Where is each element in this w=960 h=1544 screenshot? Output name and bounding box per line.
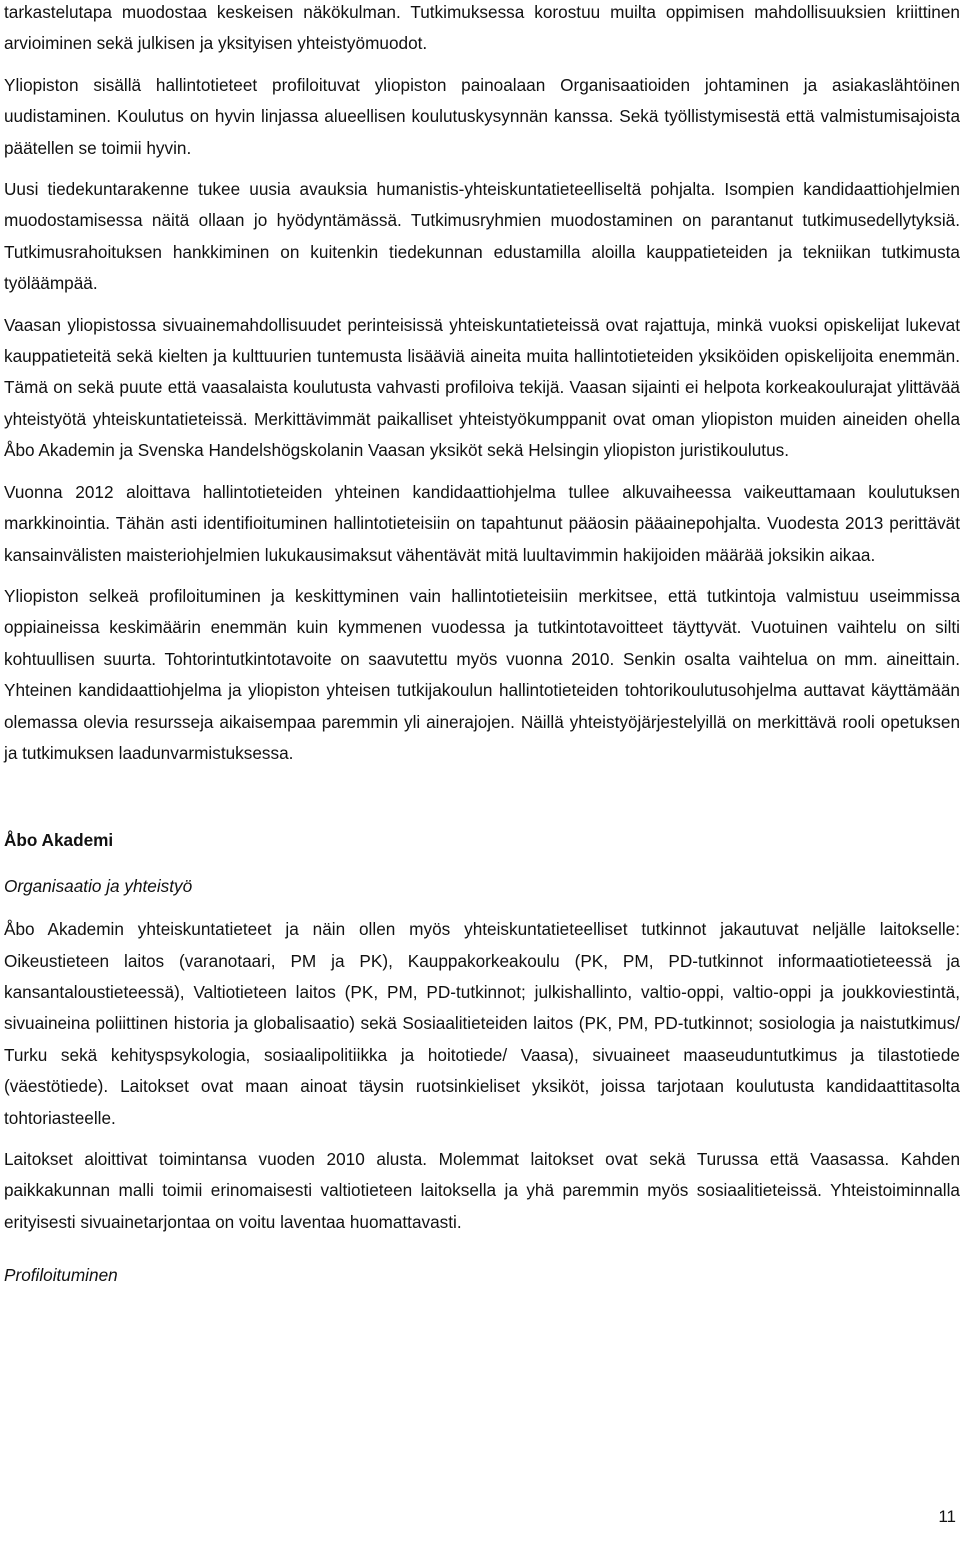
page-number: 11 — [938, 1507, 956, 1526]
paragraph: Uusi tiedekuntarakenne tukee uusia avauksia humanistis-yhteiskuntatieteelliseltä pohjalta. Isompien kandidaattiohjelmien muodostamisessa näitä ollaan jo hyödyntämässä. Tutkimusryhmien muodostaminen on parantanut tutkimusedellytyksiä. Tutkimusrahoituksen hankkiminen on kuitenkin tiedekunnan edustamilla aloilla kauppatieteiden ja tekniikan tutkimusta työläämpää. — [4, 179, 960, 294]
section-heading: Åbo Akademi — [4, 830, 114, 851]
subheading-organisation: Organisaatio ja yhteistyö — [4, 875, 193, 896]
paragraph: tarkastelutapa muodostaa keskeisen näkökulman. Tutkimuksessa korostuu muilta oppimisen mahdollisuuksien kriittinen arvioiminen sekä julkisen ja yksityisen yhteistyömuodot. — [4, 2, 960, 54]
paragraph: Yliopiston sisällä hallintotieteet profiloituvat yliopiston painoalaan Organisaatioiden johtaminen ja asiakaslähtöinen uudistaminen. Koulutus on hyvin linjassa alueellisen koulutuskysynnän kanssa. Sekä työllistymisestä että valmistumisajoista päätellen se toimii hyvin. — [4, 74, 960, 158]
subheading-profiling: Profiloituminen — [4, 1265, 118, 1286]
paragraph: Laitokset aloittivat toimintansa vuoden 2010 alusta. Molemmat laitokset ovat sekä Turussa että Vaasassa. Kahden paikkakunnan malli toimii erinomaisesti valtiotieteen laitoksella ja yhä paremmin myös sosiaalitieteissä. Yhteistoiminnalla erityisesti sivuainetarjontaa on voitu laventaa huomattavasti. — [4, 1149, 960, 1232]
paragraph: Vaasan yliopistossa sivuainemahdollisuudet perinteisissä yhteiskuntatieteissä ovat rajattuja, minkä vuoksi opiskelijat lukevat kauppatieteitä sekä kielten ja kulttuurien tuntemusta lisääviä aineita muita hallintotieteiden yksiköiden opiskelijoita enemmän. Tämä on sekä puute että vaasalaista koulutusta vahvasti profiloiva tekijä. Vaasan sijainti ei helpota korkeakoulurajat ylittävää yhteistyötä yhteiskuntatieteissä. Merkittävimmät paikalliset yhteistyökumppanit ovat oman yliopiston muiden aineiden ohella Åbo Akademin ja Svenska Handelshögskolanin Vaasan yksiköt sekä Helsingin yliopiston juristikoulutus. — [4, 314, 960, 461]
document-body — [4, 0, 960, 1304]
paragraph: Vuonna 2012 aloittava hallintotieteiden yhteinen kandidaattiohjelma tullee alkuvaiheessa vaikeuttamaan koulutuksen markkinointia. Tähän asti identifioituminen hallintotieteisiin on tapahtunut pääosin pääainepohjalta. Vuodesta 2013 perittävät kansainvälisten maisteriohjelmien lukukausimaksut vähentävät mitä luultavimmin hakijoiden määrää joksikin aikaa. — [4, 481, 960, 565]
paragraph: Åbo Akademin yhteiskuntatieteet ja näin ollen myös yhteiskuntatieteelliset tutkinnot jakautuvat neljälle laitokselle: Oikeustieteen laitos (varanotaari, PM ja PK), Kauppakorkeakoulu (PK, PM, PD-tutkinnot informaatiotieteessä ja kansantaloustieteessä), Valtiotieteen laitos (PK, PM, PD-tutkinnot; julkishallinto, valtio-oppi, valtio-oppi ja joukkoviestintä, sivuaineina poliittinen historia ja globalisaatio) sekä Sosiaalitieteiden laitos (PK, PM, PD-tutkinnot; sosiologia ja naistutkimus/ Turku sekä kehityspsykologia, sosiaalipolitiikka ja hoitotiede/ Vaasa), sivuaineet maaseuduntutkimus ja tilastotiede (väestötiede). Laitokset ovat maan ainoat täysin ruotsinkieliset yksiköt, joissa tarjotaan koulutusta kandidaattitasolta tohtoriasteelle. — [4, 919, 960, 1128]
paragraph: Yliopiston selkeä profiloituminen ja keskittyminen vain hallintotieteisiin merkitsee, että tutkintoja valmistuu useimmissa oppiaineissa keskimäärin enemmän kuin kymmenen vuodessa ja tutkintotavoitteet täyttyvät. Vuotuinen vaihtelu on silti kohtuullisen suurta. Tohtorintutkintotavoite on saavutettu myös vuonna 2010. Senkin osalta vaihtelua on mm. aineittain. Yhteinen kandidaattiohjelma ja yliopiston yhteisen tutkijakoulun hallintotieteiden tohtorikoulutusohjelma auttavat käyttämään olemassa olevia resursseja aikaisempaa paremmin yli ainerajojen. Näillä yhteistyöjärjestelyillä on merkittävä rooli opetuksen ja tutkimuksen laadunvarmistuksessa. — [4, 585, 960, 763]
